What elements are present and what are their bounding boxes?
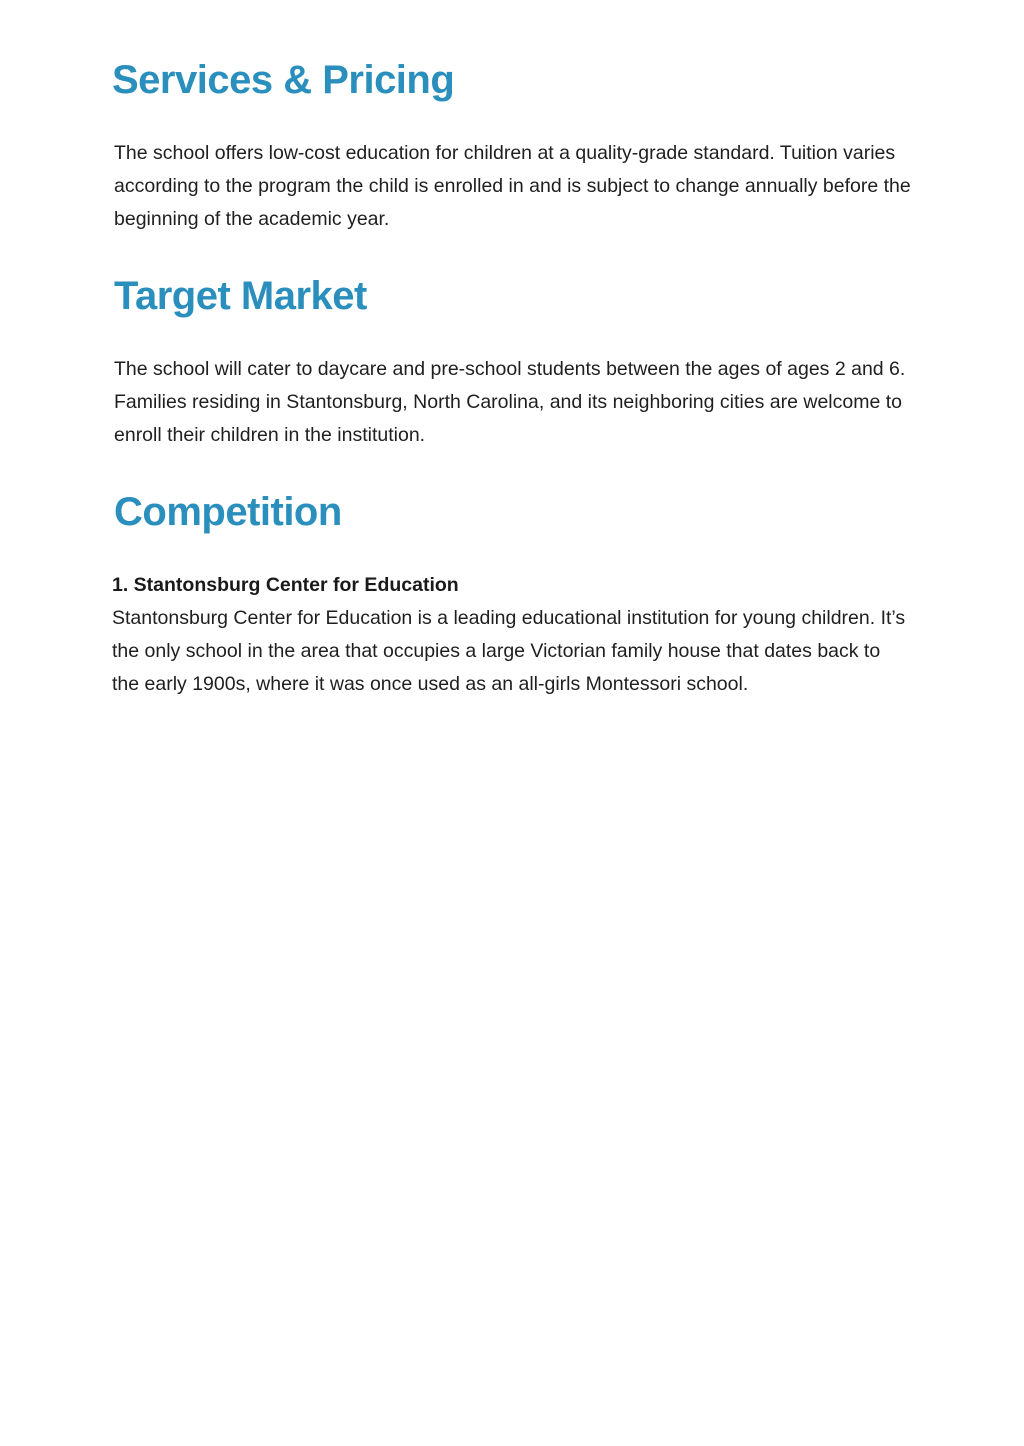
section-heading-target-market: Target Market [114,274,367,318]
section-body-target-market: The school will cater to daycare and pre-school students between the ages of ages 2 and 6. Families residing in Stantonsburg, North Carolina, and its neighboring cities are welcome to enroll their children in the institution. [114,358,906,446]
competitor-title: 1. Stantonsburg Center for Education [112,574,459,596]
section-heading-services-pricing: Services & Pricing [112,58,455,102]
section-heading-competition: Competition [114,490,342,534]
competitor-description: Stantonsburg Center for Education is a leading educational institution for young children. It’s the only school in the area that occupies a large Victorian family house that dates back to the early 1900s, where it was once used as an all-girls Montessori school. [112,607,906,695]
section-body-services-pricing: The school offers low-cost education for children at a quality-grade standard. Tuition varies according to the program the child is enrolled in and is subject to change annually before the beginning of the academic year. [114,142,911,230]
